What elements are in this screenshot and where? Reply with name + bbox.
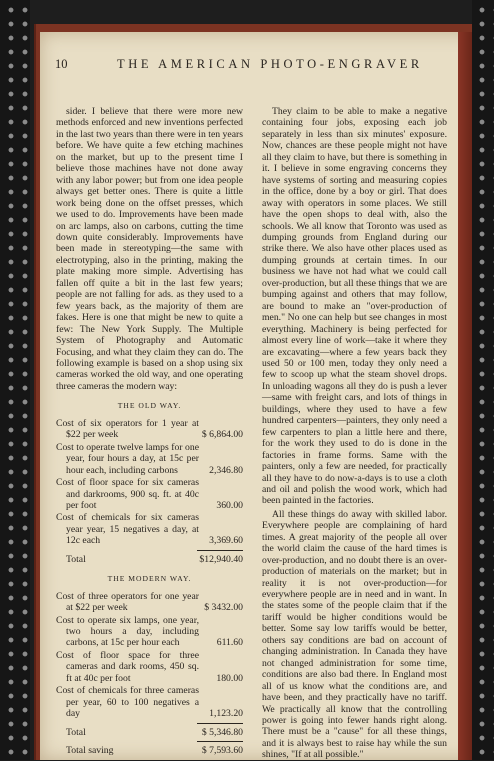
sum-rule bbox=[197, 723, 243, 724]
intro-paragraph: sider. I believe that there were more new methods enforced and new inventions perfected in the last two years than there were in ten years before. We have quite a few etching machines on the market, but up to the present time I believe those machines have not done away with any labor power; but from one idea people always get better ones. There is quite a little work being done on the offset presses, which we used to do. Improvements have been made on arc lamps, also on carbons, cutting the time down quite considerably. Improvements have been made in stereotyping—the same with electrotyping, also in the printing, making the plate making more simple. Advertising has fallen off quite a bit in the last few years; people are not falling for ads. as they used to a few years back, as the majority of them are fakes. Here is one that might be new to quite a few: The New York Supply. The Multiple System of Photography and Automatic Focusing, and what they claim they can do. The following example is based on a shop using six cameras worked the old way, and one operating three cameras the modern way: bbox=[56, 106, 243, 392]
total-saving: Total saving $ 7,593.60 bbox=[66, 745, 243, 757]
sum-rule bbox=[197, 550, 243, 551]
cover-edge-right bbox=[458, 32, 472, 760]
body-paragraph: They claim to be able to make a negative containing four jobs, exposing each job separately in less than six minutes' exposure. Now, chances are these people might not have all they claim to have, but there is something in it. I believe in some engraving concerns they have systems of sorting and measuring copies in the office, done by a boy or girl. That does away with operators in some places. We still have the open shops to deal with, also the schools. We all know that Toronto was used as dumping grounds from England during our strike there. We also have other places used as dumping grounds at certain times. In our business we have not had what we could call over-production, but all these things that we are bumping against and others that may follow, are bound to make an "over-production of men." No one can help but see changes in most everything. Machinery is being perfected for almost every line of work—take it where they are excavating—where a few years back they used 50 or 100 men, today they only need a few to scoop up what the steam shovel drops. In unloading wagons all they do is push a lever—same with freight cars, and lots of things in buildings, where they used to have a few hundred carpenters—painters, they only need a few carpenters to plan a little here and there, for the work they used to do is done in the factories in frame forms. Same with the painters, only a few are needed, for practically all they have to do now-a-days is to use a cloth and oil and polish the wood work, which had been painted in the factories. bbox=[262, 106, 447, 507]
old-way-heading: THE OLD WAY. bbox=[117, 401, 182, 411]
old-way-item: Cost of floor space for six cameras and darkrooms, 900 sq. ft. at 40c per foot 360.00 bbox=[56, 477, 243, 511]
right-column bbox=[262, 106, 447, 761]
modern-way-item: Cost of three operators for one year at $22 per week $ 3432.00 bbox=[56, 590, 243, 614]
old-way-item: Cost to operate twelve lamps for one year, four hours a day, at 15c per hour each, including carbons 2,346.80 bbox=[56, 441, 243, 476]
page-number: 10 bbox=[55, 57, 68, 71]
modern-way-item: Cost of floor space for three cameras and dark rooms, 450 sq. ft at 40c per foot 180.00 bbox=[56, 649, 243, 684]
modern-way-total: Total $ 5,346.80 bbox=[66, 726, 243, 738]
modern-way-heading: THE MODERN WAY. bbox=[107, 574, 192, 584]
old-way-item: Cost of chemicals for six cameras year year, 15 negatives a day, at 12c each 3,369.60 bbox=[56, 512, 243, 547]
binder-dots-left bbox=[0, 0, 30, 760]
left-column bbox=[56, 106, 243, 757]
modern-way-item: Cost to operate six lamps, one year, two hours a day, including carbons, at 15c per hour each 611.60 bbox=[56, 614, 243, 649]
sum-rule bbox=[197, 741, 243, 742]
running-title: THE AMERICAN PHOTO-ENGRAVER bbox=[117, 57, 423, 71]
old-way-total: Total $12,940.40 bbox=[66, 553, 243, 565]
binder-dots-right bbox=[472, 0, 494, 760]
modern-way-item: Cost of chemicals for three cameras per year, 60 to 100 negatives a day 1,123.20 bbox=[56, 685, 243, 720]
old-way-item: Cost of six operators for 1 year at $22 per week $ 6,864.00 bbox=[56, 417, 243, 441]
body-paragraph: All these things do away with skilled labor. Everywhere people are complaining of hard times. A great majority of the people all over the world claim the cause of the hard times is over-production, and no doubt there is an over-production of materials on the market; but in reality it is not over-production—for everywhere people are in need and in want. In the states some of the people claim that if the tariff would be higher conditions would be better. Some say low tariffs would be better, others say conditions are bad on account of changing administration. In Canada they have not changed administration for some time, conditions are also bad there. In England most all of us know what the conditions are, and have been, and they practically have no tariff. We practically all know that the controlling power is going into fewer hands right along. There must be a "cause" for all these things, and it is always best to raise hay while the sun shines, "If at all possible." bbox=[262, 508, 447, 761]
